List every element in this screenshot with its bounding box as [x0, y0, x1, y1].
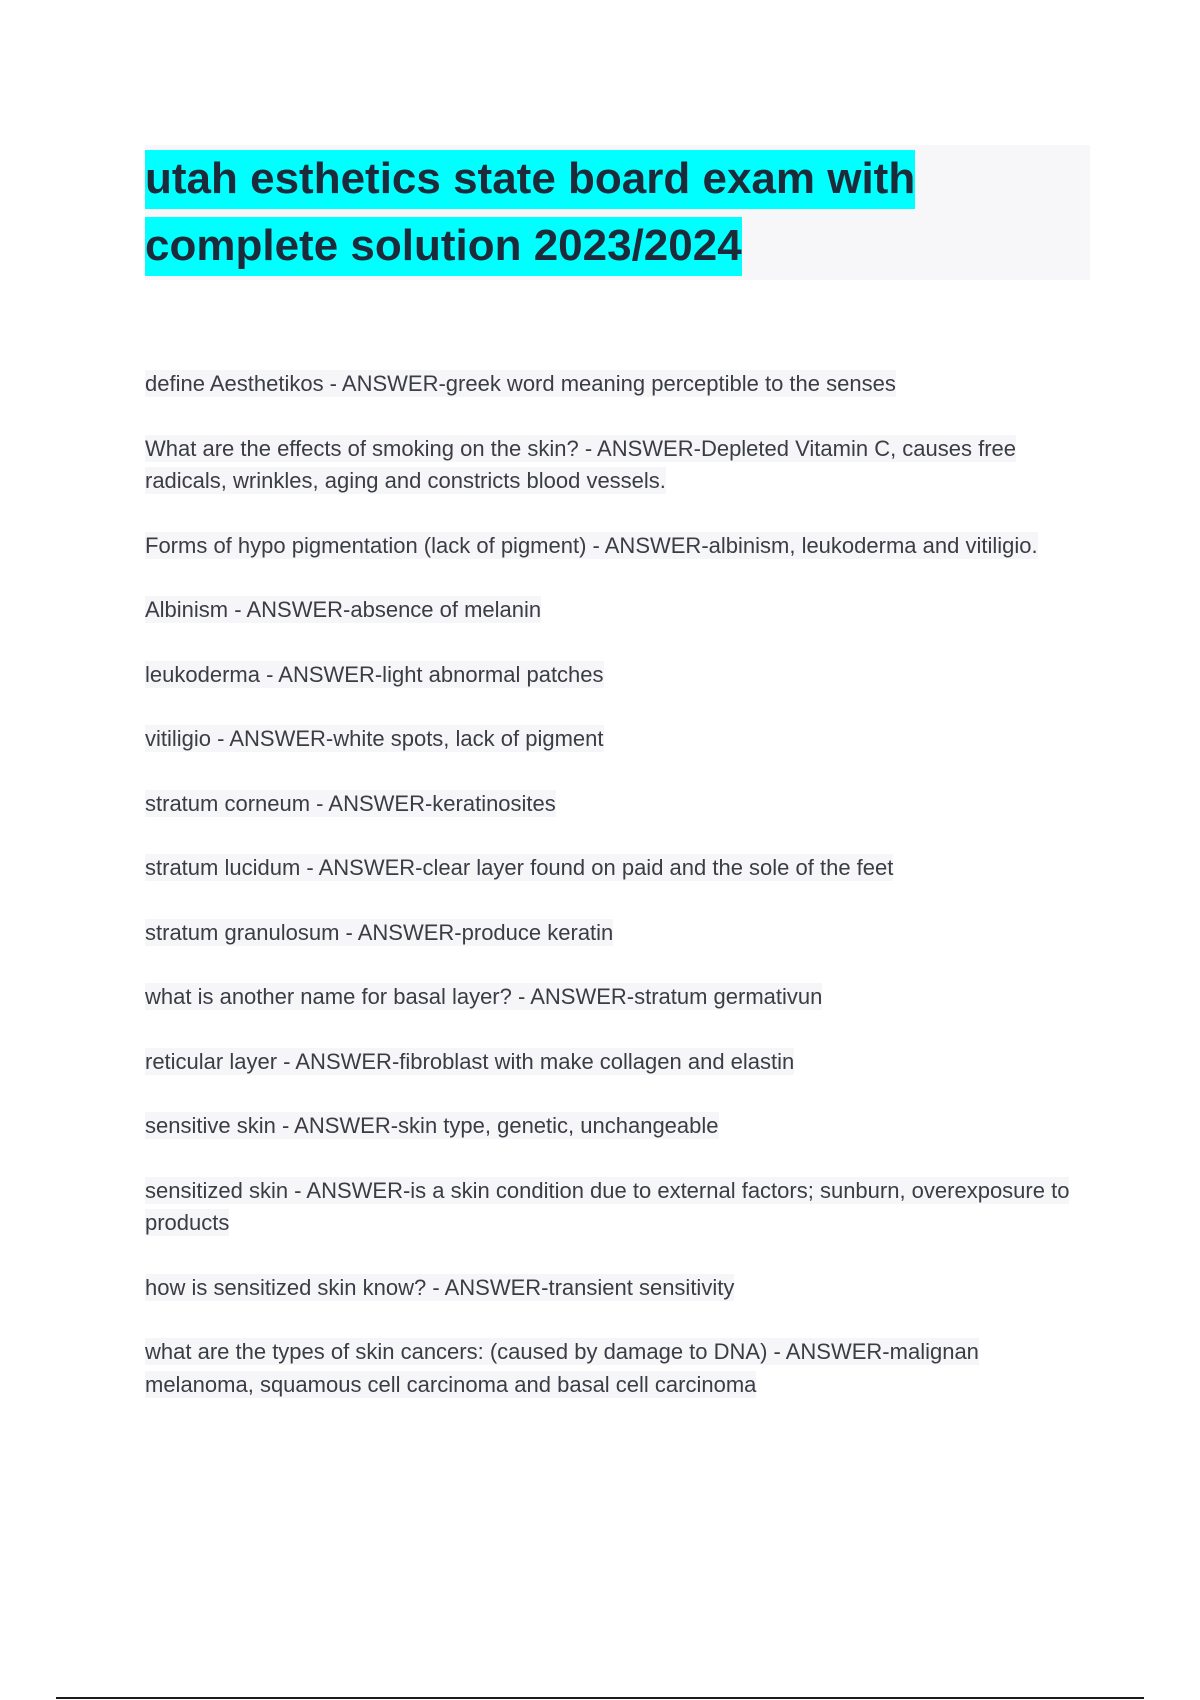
qa-text: reticular layer - ANSWER-fibroblast with make collagen and elastin — [145, 1048, 795, 1074]
document-title-text: utah esthetics state board exam with complete solution 2023/2024 — [145, 150, 915, 276]
title-block — [145, 145, 1090, 280]
qa-text: stratum lucidum - ANSWER-clear layer found on paid and the sole of the feet — [145, 855, 894, 880]
qa-item — [145, 788, 1090, 821]
qa-item — [145, 433, 1090, 498]
qa-item — [145, 852, 1090, 885]
qa-text: leukoderma - ANSWER-light abnormal patches — [145, 661, 604, 687]
qa-text: vitiligio - ANSWER-white spots, lack of pigment — [145, 726, 604, 751]
qa-text: what are the types of skin cancers: (caused by damage to DNA) - ANSWER-malignan melanoma, squamous cell carcinoma and basal cell carcinoma — [145, 1339, 979, 1397]
qa-item — [145, 917, 1090, 950]
qa-text: sensitized skin - ANSWER-is a skin condition due to external factors; sunburn, overexposure to products — [145, 1177, 1070, 1235]
qa-text: define Aesthetikos - ANSWER-greek word meaning perceptible to the senses — [145, 371, 896, 396]
qa-item — [145, 659, 1090, 692]
qa-text: Forms of hypo pigmentation (lack of pigment) - ANSWER-albinism, leukoderma and vitiligio. — [145, 532, 1038, 558]
qa-item — [145, 1046, 1090, 1079]
qa-item — [145, 981, 1090, 1014]
qa-text: sensitive skin - ANSWER-skin type, genetic, unchangeable — [145, 1113, 719, 1138]
qa-item — [145, 1272, 1090, 1305]
qa-text: Albinism - ANSWER-absence of melanin — [145, 597, 542, 622]
page-bottom-rule — [56, 1697, 1144, 1699]
qa-item — [145, 594, 1090, 627]
qa-list — [145, 368, 1090, 1433]
qa-text: What are the effects of smoking on the skin? - ANSWER-Depleted Vitamin C, causes free radicals, wrinkles, aging and constricts blood vessels. — [145, 435, 1017, 493]
qa-item — [145, 1110, 1090, 1143]
document-title — [145, 145, 1090, 279]
qa-item — [145, 1336, 1090, 1401]
qa-text: stratum granulosum - ANSWER-produce keratin — [145, 919, 614, 945]
qa-item — [145, 530, 1090, 563]
qa-item — [145, 368, 1090, 401]
qa-text: stratum corneum - ANSWER-keratinosites — [145, 790, 556, 816]
qa-item — [145, 1175, 1090, 1240]
qa-item — [145, 723, 1090, 756]
qa-text: how is sensitized skin know? - ANSWER-transient sensitivity — [145, 1274, 735, 1300]
qa-text: what is another name for basal layer? - ANSWER-stratum germativun — [145, 984, 823, 1009]
